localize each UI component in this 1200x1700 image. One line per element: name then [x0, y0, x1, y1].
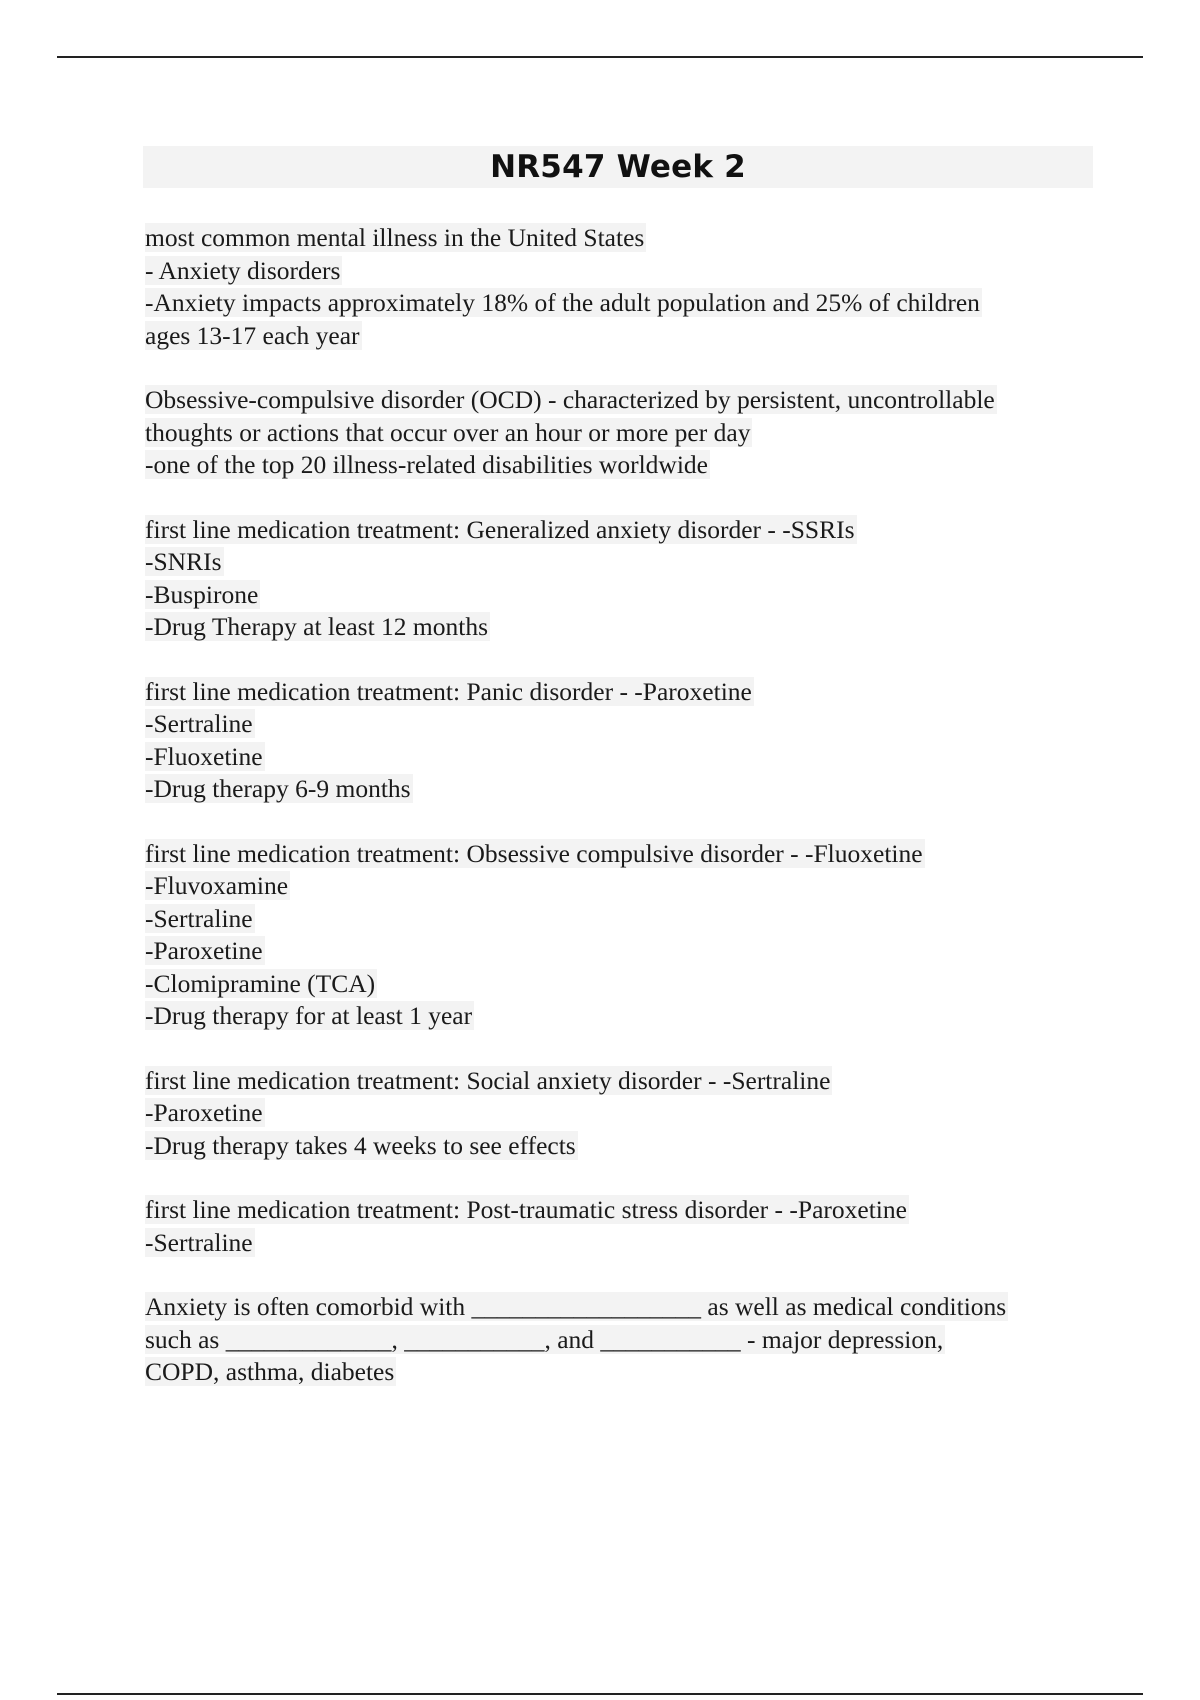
note-line: first line medication treatment: Panic disorder - -Paroxetine	[145, 676, 752, 706]
note-line: -Drug therapy takes 4 weeks to see effects	[145, 1130, 576, 1160]
note-line: -SNRIs	[145, 547, 222, 576]
note-line: first line medication treatment: Generalized anxiety disorder - -SSRIs	[145, 514, 855, 544]
note-line: COPD, asthma, diabetes	[145, 1357, 395, 1386]
top-divider	[57, 56, 1143, 58]
note-line: -Sertraline	[145, 903, 253, 933]
note-ocd-definition	[145, 384, 1105, 482]
note-line: ages 13-17 each year	[145, 320, 360, 350]
note-line: first line medication treatment: Social anxiety disorder - -Sertraline	[145, 1065, 831, 1095]
note-social-anxiety-treatment	[145, 1065, 1105, 1163]
note-anxiety-comorbidity	[145, 1291, 1105, 1389]
note-line: first line medication treatment: Post-traumatic stress disorder - -Paroxetine	[145, 1195, 907, 1224]
note-line: Anxiety is often comorbid with __________________ as well as medical conditions	[145, 1292, 1007, 1321]
note-line: -Paroxetine	[145, 1098, 263, 1127]
note-line: -Fluvoxamine	[145, 871, 289, 900]
note-line: -one of the top 20 illness-related disabilities worldwide	[145, 450, 708, 479]
note-line: -Clomipramine (TCA)	[145, 968, 376, 998]
title-band	[143, 146, 1093, 188]
note-line: -Sertraline	[145, 709, 253, 738]
note-line: -Fluoxetine	[145, 741, 263, 771]
note-line: most common mental illness in the United States	[145, 223, 645, 252]
note-ptsd-treatment	[145, 1194, 1105, 1259]
note-line: -Buspirone	[145, 579, 259, 609]
note-line: -Paroxetine	[145, 936, 263, 965]
note-line: such as _____________, ___________, and ___________ - major depression,	[145, 1324, 944, 1354]
note-panic-treatment	[145, 676, 1105, 806]
note-line: -Drug therapy for at least 1 year	[145, 1001, 473, 1030]
bottom-divider	[57, 1693, 1143, 1695]
note-line: Obsessive-compulsive disorder (OCD) - characterized by persistent, uncontrollable	[145, 385, 995, 414]
note-anxiety-prevalence	[145, 222, 1105, 352]
note-line: -Anxiety impacts approximately 18% of the adult population and 25% of children	[145, 288, 980, 317]
document-body	[145, 222, 1105, 1421]
note-line: thoughts or actions that occur over an hour or more per day	[145, 417, 751, 447]
page-title: NR547 Week 2	[490, 149, 746, 185]
note-line: -Sertraline	[145, 1227, 253, 1257]
note-line: first line medication treatment: Obsessive compulsive disorder - -Fluoxetine	[145, 838, 923, 868]
note-line: -Drug therapy 6-9 months	[145, 774, 411, 803]
note-ocd-treatment	[145, 838, 1105, 1033]
note-gad-treatment	[145, 514, 1105, 644]
note-line: - Anxiety disorders	[145, 255, 341, 285]
note-line: -Drug Therapy at least 12 months	[145, 612, 488, 641]
